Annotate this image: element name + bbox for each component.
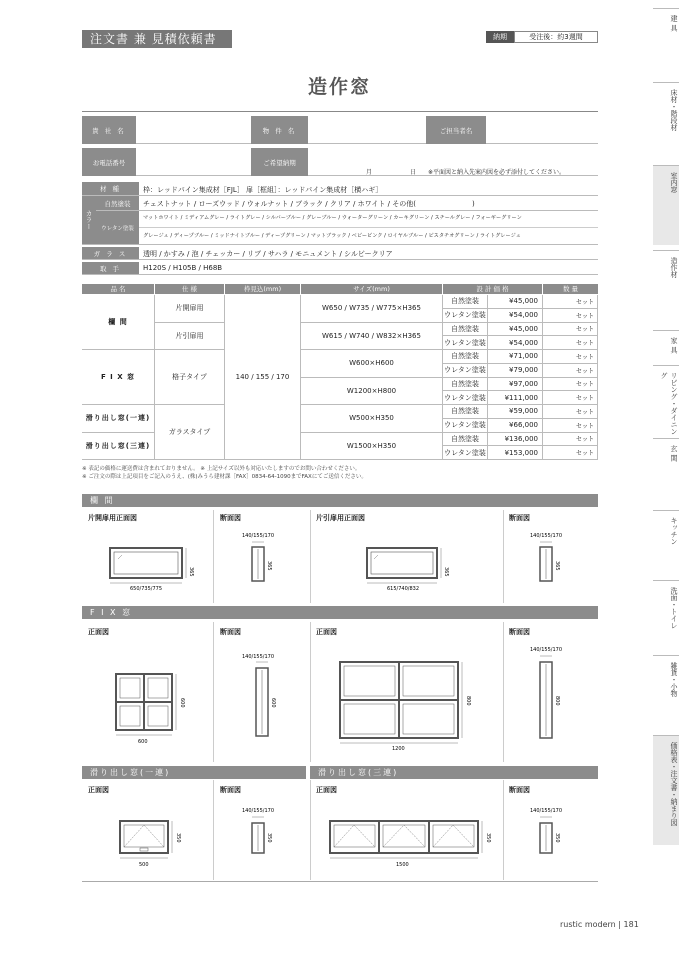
drawing-label: 片開扉用正面図 xyxy=(88,514,137,522)
dim-depth: 140/155/170 xyxy=(530,533,562,539)
company-field[interactable] xyxy=(136,116,251,144)
finish-natural: 自然塗装 xyxy=(443,295,488,309)
natural-colors: チェストナット / ローズウッド / ウォルナット / ブラック / クリア / ホワイト / その他( ) xyxy=(143,200,475,208)
price-natural: ¥59,000 xyxy=(488,405,543,419)
drawing-label: 断面図 xyxy=(220,514,241,522)
product-size: W650 / W735 / W775×H365 xyxy=(301,295,443,323)
drawing-label: 正面図 xyxy=(88,628,109,636)
product-spec: 片開扉用 xyxy=(155,295,225,323)
spec-row-glass xyxy=(82,247,598,260)
price-urethane: ¥54,000 xyxy=(488,336,543,350)
price-urethane: ¥111,000 xyxy=(488,391,543,405)
footer: rustic modern | 181 xyxy=(560,920,639,929)
side-tab[interactable]: 雑貨・小物 xyxy=(653,655,679,731)
dim-h: 800 xyxy=(554,696,560,706)
spec-row-material xyxy=(82,182,598,196)
person-field[interactable] xyxy=(486,116,598,144)
quantity-field[interactable]: セット xyxy=(543,391,598,405)
dim-h: 350 xyxy=(266,833,272,843)
quantity-field[interactable]: セット xyxy=(543,405,598,419)
section-ranma: 欄 間 xyxy=(82,494,598,507)
section-slide1: 滑り出し窓(一連) xyxy=(82,766,306,779)
section-slide3: 滑り出し窓(三連) xyxy=(310,766,598,779)
dim-w: 500 xyxy=(139,862,149,868)
finish-natural: 自然塗装 xyxy=(443,378,488,392)
phone-field[interactable] xyxy=(136,148,251,176)
product-name: F I X 窓 xyxy=(82,350,155,405)
col-header: サイズ(mm) xyxy=(301,284,442,294)
section-fix: F I X 窓 xyxy=(82,606,598,619)
price-urethane: ¥66,000 xyxy=(488,419,543,433)
product-name: 滑り出し窓(一連) xyxy=(82,405,155,433)
fix-1200-section-drawing xyxy=(540,656,552,738)
dim-depth: 140/155/170 xyxy=(242,654,274,660)
spec-label: 取 手 xyxy=(82,262,139,274)
dim-w: 615/740/832 xyxy=(387,586,419,592)
dim-h: 365 xyxy=(188,567,194,577)
dim-w: 1200 xyxy=(392,746,405,752)
attachment-note: ※平面図と納入先案内図を必ず添付してください。 xyxy=(428,169,566,176)
finish-natural: 自然塗装 xyxy=(443,323,488,337)
side-tab[interactable]: 玄 関 xyxy=(653,438,679,506)
quantity-field[interactable]: セット xyxy=(543,295,598,309)
dim-h: 800 xyxy=(465,696,471,706)
price-urethane: ¥153,000 xyxy=(488,446,543,460)
delivery-label: ご希望納期 xyxy=(251,148,308,176)
drawing-label: 正面図 xyxy=(88,786,109,794)
dim-h: 365 xyxy=(266,561,272,571)
side-tab[interactable]: 洗面・トイレ xyxy=(653,580,679,652)
side-tab[interactable]: 価格表・注文書・納まり図 xyxy=(653,735,679,845)
dim-w: 650/735/775 xyxy=(130,586,162,592)
quantity-field[interactable]: セット xyxy=(543,336,598,350)
day-label: 日 xyxy=(410,169,417,176)
quantity-field[interactable]: セット xyxy=(543,419,598,433)
product-name: 欄 間 xyxy=(82,295,155,350)
dim-h: 350 xyxy=(175,833,181,843)
property-field[interactable] xyxy=(308,116,426,144)
month-label: 月 xyxy=(366,169,373,176)
ranma-drawings xyxy=(82,525,598,605)
product-spec: ガラスタイプ xyxy=(155,405,225,460)
spec-value: 枠：レッドパイン集成材［FJL］ 扉［框組］：レッドパイン集成材［横ハギ］ xyxy=(143,186,383,194)
drawing-label: 断面図 xyxy=(220,786,241,794)
side-tab[interactable]: 建 具 xyxy=(653,8,679,78)
ranma-kata-section-drawing xyxy=(252,542,264,581)
finish-natural: 自然塗装 xyxy=(443,405,488,419)
finish-natural: 自然塗装 xyxy=(443,350,488,364)
price-urethane: ¥79,000 xyxy=(488,364,543,378)
note: ※ 表記の価格に運送費は含まれておりません。 ※ 上記サイズ以外も対応いたしますのでお問い合わせください。 xyxy=(82,466,361,472)
dim-depth: 140/155/170 xyxy=(530,808,562,814)
quantity-field[interactable]: セット xyxy=(543,378,598,392)
spec-label: 材 種 xyxy=(82,182,139,195)
slide1-section-drawing xyxy=(252,817,264,853)
property-label: 物 件 名 xyxy=(251,116,308,144)
drawing-label: 断面図 xyxy=(509,514,530,522)
drawing-label: 断面図 xyxy=(509,786,530,794)
note: ※ ご注文の際は上記項目をご記入のうえ、(株)みうら建材課［FAX］0834-64-1090までFAXにてご送信ください。 xyxy=(82,474,367,480)
col-header: 仕 様 xyxy=(155,284,224,294)
natural-label: 自然塗装 xyxy=(96,196,139,210)
frame-depth: 140 / 155 / 170 xyxy=(225,295,301,460)
drawing-label: 片引扉用正面図 xyxy=(316,514,365,522)
quantity-field[interactable]: セット xyxy=(543,350,598,364)
urethane-colors-2: グレージュ / ディープブルー / ミッドナイトブルー / ディープグリーン / マットブラック / ベビーピンク / ロイヤルブルー / ピスタチオグリーン / ライトグレージュ xyxy=(143,233,521,239)
product-name: 滑り出し窓(三連) xyxy=(82,433,155,461)
side-tab[interactable]: キッチン xyxy=(653,510,679,578)
price-urethane: ¥54,000 xyxy=(488,309,543,323)
ranma-hiki-front-drawing xyxy=(367,548,441,583)
quantity-field[interactable]: セット xyxy=(543,433,598,447)
person-label: ご担当者名 xyxy=(426,116,486,144)
dim-depth: 140/155/170 xyxy=(242,808,274,814)
finish-urethane: ウレタン塗装 xyxy=(443,309,488,323)
ranma-kata-front-drawing xyxy=(110,548,186,583)
side-tab[interactable]: リビング・ダイニング xyxy=(653,365,679,435)
dim-h: 350 xyxy=(554,833,560,843)
dim-h: 350 xyxy=(485,833,491,843)
col-header: 品 名 xyxy=(82,284,154,294)
spec-value: 透明 / かすみ / 泡 / チェッカー / リブ / サハラ / モニュメント / シルビークリア xyxy=(143,250,393,258)
slide-drawings xyxy=(82,795,598,880)
product-size: W1500×H350 xyxy=(301,433,443,461)
quantity-field[interactable]: セット xyxy=(543,446,598,460)
spec-value: H120S / H105B / H68B xyxy=(143,264,223,272)
urethane-colors-1: マットホワイト / ミディアムグレー / ライトグレー / シルバーブルー / グレーブルー / ウォーターグリーン / カーキグリーン / スチールグレー / フォーギーグリーン xyxy=(143,215,522,221)
urethane-label: ウレタン塗装 xyxy=(96,211,139,244)
product-spec: 格子タイプ xyxy=(155,350,225,405)
spec-label: ガ ラ ス xyxy=(82,247,139,259)
side-tab[interactable]: 家 具 xyxy=(653,330,679,362)
product-size: W600×H600 xyxy=(301,350,443,378)
drawing-label: 断面図 xyxy=(220,628,241,636)
dim-depth: 140/155/170 xyxy=(242,533,274,539)
side-tab[interactable]: 造作材 xyxy=(653,250,679,326)
slide1-front-drawing xyxy=(120,821,172,858)
dim-h: 600 xyxy=(179,698,185,708)
price-natural: ¥45,000 xyxy=(488,295,543,309)
form-top-rule xyxy=(82,111,598,112)
form-title: 注文書 兼 見積依頼書 xyxy=(82,30,232,48)
col-header: 設 計 価 格 xyxy=(443,284,542,294)
col-header: 枠見込(mm) xyxy=(225,284,300,294)
spec-row-handle xyxy=(82,262,598,275)
dim-h: 600 xyxy=(270,698,276,708)
price-natural: ¥45,000 xyxy=(488,323,543,337)
product-size: W500×H350 xyxy=(301,405,443,433)
finish-urethane: ウレタン塗装 xyxy=(443,364,488,378)
fix-drawings xyxy=(82,640,598,762)
price-natural: ¥136,000 xyxy=(488,433,543,447)
finish-urethane: ウレタン塗装 xyxy=(443,391,488,405)
color-label: カラー xyxy=(82,196,96,244)
page-title: 造作窓 xyxy=(307,76,371,98)
lead-time-label: 納期 xyxy=(486,31,514,43)
slide3-front-drawing xyxy=(330,821,482,858)
drawing-label: 断面図 xyxy=(509,628,530,636)
dim-w: 1500 xyxy=(396,862,409,868)
dim-h: 365 xyxy=(443,567,449,577)
dim-w: 600 xyxy=(138,739,148,745)
quantity-field[interactable]: セット xyxy=(543,364,598,378)
slide3-section-drawing xyxy=(540,817,552,853)
side-tab[interactable]: 床材・階段材 xyxy=(653,82,679,162)
price-natural: ¥97,000 xyxy=(488,378,543,392)
dim-depth: 140/155/170 xyxy=(530,647,562,653)
side-tab[interactable]: 室内窓 xyxy=(653,165,679,245)
product-spec: 片引扉用 xyxy=(155,323,225,351)
lead-time-value: 受注後：約3週間 xyxy=(514,31,598,43)
ranma-hiki-section-drawing xyxy=(540,542,552,581)
fix-600-front-drawing xyxy=(116,674,176,735)
product-size: W1200×H800 xyxy=(301,378,443,406)
finish-urethane: ウレタン塗装 xyxy=(443,446,488,460)
page-number: 181 xyxy=(623,920,639,929)
phone-label: お電話番号 xyxy=(82,148,136,176)
dim-h: 365 xyxy=(554,561,560,571)
finish-urethane: ウレタン塗装 xyxy=(443,419,488,433)
drawing-label: 正面図 xyxy=(316,786,337,794)
drawing-label: 正面図 xyxy=(316,628,337,636)
company-label: 貴 社 名 xyxy=(82,116,136,144)
quantity-field[interactable]: セット xyxy=(543,309,598,323)
col-header: 数 量 xyxy=(543,284,598,294)
fix-600-section-drawing xyxy=(256,662,268,736)
fix-1200-front-drawing xyxy=(340,662,462,743)
finish-urethane: ウレタン塗装 xyxy=(443,336,488,350)
brand-name: rustic modern xyxy=(560,920,616,929)
quantity-field[interactable]: セット xyxy=(543,323,598,337)
price-natural: ¥71,000 xyxy=(488,350,543,364)
product-size: W615 / W740 / W832×H365 xyxy=(301,323,443,351)
finish-natural: 自然塗装 xyxy=(443,433,488,447)
